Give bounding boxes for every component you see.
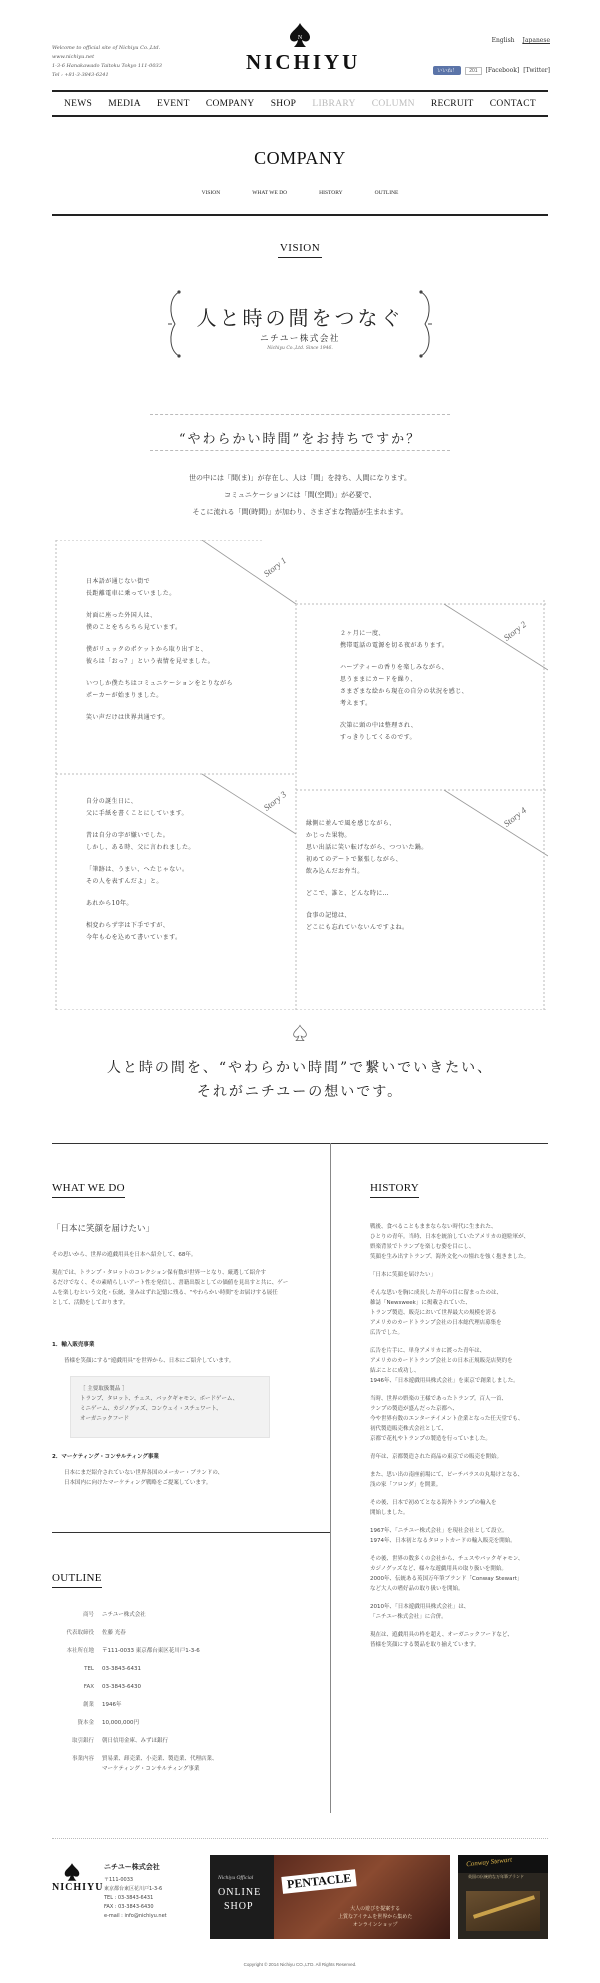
- svg-text:N: N: [297, 35, 303, 41]
- spacer: [370, 1444, 529, 1452]
- text-line: トランプ製造、販売において世界最大の規模を誇る: [370, 1310, 497, 1316]
- what-we-do-heading: WHAT WE DO: [52, 1182, 125, 1194]
- nav-shop[interactable]: SHOP: [270, 98, 297, 109]
- text-line: 彼らは「おっ？」という表情を見せました。: [86, 658, 215, 665]
- text-line: トランプ、タロット、チェス、バックギャモン、ボードゲーム、: [80, 1396, 239, 1402]
- text-line: 昔は自分の字が嫌いでした。: [86, 832, 170, 839]
- text-line: かじった果物。: [306, 832, 351, 839]
- text-line: 1946年、「日本遊戯用具株式会社」を東京で創業しました。: [370, 1378, 519, 1384]
- text-line: 父に手紙を書くことにしています。: [86, 810, 188, 817]
- spade-icon: [64, 1862, 80, 1882]
- pentacle-logo: PENTACLE: [281, 1869, 357, 1894]
- story-2-tag: Story 2: [501, 619, 529, 643]
- story-2: [340, 628, 468, 744]
- shop-label-2: SHOP: [224, 1901, 254, 1912]
- footer-address-line: FAX : 03-3843-6430: [104, 1904, 154, 1910]
- outline-row: [52, 1718, 312, 1728]
- spacer: [370, 1490, 529, 1498]
- spacer: [306, 900, 428, 910]
- spacer: [370, 1546, 529, 1554]
- text-line: その人を表すんだよ」と。: [86, 878, 163, 885]
- text-line: 食事の記憶は、: [306, 912, 351, 919]
- business-1-heading: 1．輸入販売事業: [52, 1342, 95, 1348]
- text-line: どこで、誰と、どんな時に…: [306, 890, 390, 897]
- spacer: [52, 1260, 288, 1268]
- online-shop-banner[interactable]: [210, 1855, 450, 1939]
- business-2-text: [64, 1468, 223, 1488]
- intro-line: コミュニケーションには「間(空間)」が必要で、: [224, 491, 376, 499]
- nav-company[interactable]: COMPANY: [205, 98, 255, 109]
- like-count: 201: [465, 67, 481, 75]
- dashed-divider: [150, 414, 450, 415]
- text-line: 日本語が通じない街で: [86, 578, 151, 585]
- text-line: 初代製造販売株式会社として、: [370, 1426, 447, 1432]
- text-line: 広告でした。: [370, 1330, 404, 1336]
- story-3-tag: Story 3: [261, 789, 289, 813]
- footer-email[interactable]: e-mail : info@nichiyu.net: [104, 1913, 167, 1919]
- text-line: ［ 主要取扱製品 ］: [80, 1386, 128, 1392]
- header-info-line: 1-3-6 Hanakawado Taitoku Tokyo 111-0033: [52, 63, 162, 69]
- story-1-tag: Story 1: [261, 555, 289, 579]
- text-line: 今や世界有数のエンターテイメント企業となった任天堂でも、: [370, 1416, 524, 1422]
- outline-value: 03-3843-6431: [102, 1666, 141, 1672]
- spacer: [370, 1386, 529, 1394]
- text-line: ハーブティーの香りを楽しみながら、: [340, 664, 449, 671]
- spacer: [86, 702, 233, 712]
- divider: [52, 1532, 330, 1533]
- text-line: 「ニチユー株式会社」に合併。: [370, 1614, 447, 1620]
- text-line: アメリカのカードトランプ会社の日本総代理店募集を: [370, 1320, 502, 1326]
- text-line: ポーカーが始まりました。: [86, 692, 163, 699]
- text-line: あれから10年。: [86, 900, 133, 907]
- outline-value: 03-3843-6430: [102, 1684, 141, 1690]
- footer-company-name: ニチユー株式会社: [104, 1863, 160, 1871]
- text-line: いつしか僕たちはコミュニケーションをとりながら: [86, 680, 233, 687]
- column-divider: [330, 1143, 331, 1813]
- text-line: 今年も心を込めて書いています。: [86, 934, 182, 941]
- outline-key: [52, 1764, 102, 1774]
- text-line: 笑い声だけは世界共通です。: [86, 714, 169, 721]
- text-line: 縁側に並んで風を感じながら、: [306, 820, 396, 827]
- spacer: [86, 668, 233, 678]
- conway-stewart-copy: 英国の伝統的な万年筆ブランド: [468, 1874, 524, 1879]
- outline-row: [52, 1628, 312, 1638]
- text-line: 雑誌「Newsweek」に掲載されていた、: [370, 1300, 471, 1306]
- shop-small-label: Nichiyu Official: [218, 1875, 254, 1881]
- text-line: 僕のことをちらちら見ています。: [86, 624, 182, 631]
- text-line: ムを楽しむという文化・伝統、並みはずれ記憶に残る、“やわらかい時間”をお届けする展任: [52, 1290, 278, 1296]
- text-line: カジノグッズなど、様々な遊戯用具の取り扱いを開始。: [370, 1566, 507, 1572]
- outline-table: [52, 1610, 312, 1782]
- text-line: ひとりの青年。当時、日本を統治していたアメリカの進駐軍が、: [370, 1234, 530, 1240]
- text-line: 日本にまだ紹介されていない世界各国のメーカー・ブランドの、: [64, 1470, 224, 1476]
- business-1-text: 皆様を笑顔にする“遊戯用具”を世界から、日本にご紹介しています。: [64, 1358, 235, 1364]
- text-line: 日本国内に向けたマーケティング戦略をご提案しています。: [64, 1480, 212, 1486]
- intro-line: そこに流れる「間(時間)」が加わり、さまざまな物語が生まれます。: [192, 508, 408, 516]
- vision-company-en: Nichiyu Co.,Ltd. Since 1946.: [267, 346, 333, 351]
- nav-event[interactable]: EVENT: [157, 98, 190, 109]
- text-line: その後、日本で初めてとなる海外トランプの輸入を: [370, 1500, 497, 1506]
- spacer: [340, 710, 468, 720]
- subnav-outline[interactable]: OUTLINE: [374, 190, 399, 196]
- text-line: その思いから、世界の遊戯用具を日本へ紹介して、68年。: [52, 1252, 197, 1258]
- facebook-like-button[interactable]: いいね！: [433, 66, 461, 75]
- divider: [52, 1143, 548, 1144]
- outline-value: 佐藤 光春: [102, 1630, 126, 1636]
- divider: [52, 214, 548, 216]
- text-line: 現在は、遊戯用具の枠を超え、オーガニックフードなど、: [370, 1632, 513, 1638]
- text-line: 自分の誕生日に、: [86, 798, 138, 805]
- outline-key: 事業内容: [71, 1756, 94, 1762]
- text-line: 1974年、日本初となるタロットカードの輸入販売を開始。: [370, 1538, 516, 1544]
- text-line: しかし、ある時、父に言われました。: [86, 844, 195, 851]
- story-3: [86, 796, 195, 944]
- spacer: [370, 1462, 529, 1470]
- spacer: [370, 1622, 529, 1630]
- spacer: [86, 600, 233, 610]
- outline-row: [52, 1682, 312, 1692]
- subnav-vision[interactable]: VISION: [201, 190, 221, 196]
- text-line: 笑顔を生み出すトランプ、海外文化への憧れを強く抱きました。: [370, 1254, 530, 1260]
- text-line: 娯楽背景でトランプを楽しむ姿を目にし、: [370, 1244, 475, 1250]
- nav-news[interactable]: NEWS: [64, 98, 93, 109]
- text-line: 1967年、「ニチユー株式会社」を現社会社として設立。: [370, 1528, 508, 1534]
- what-we-do-text: [52, 1250, 288, 1308]
- outline-row: [52, 1664, 312, 1674]
- outline-key: 創業: [82, 1702, 94, 1708]
- outline-row: [52, 1754, 312, 1764]
- closing-line: 人と時の間を、“やわらかい時間”で繋いでいきたい、: [106, 1060, 494, 1076]
- text-line: また、思い出の南座前場にて、ピーチパラスの丸場けとなる、: [370, 1472, 524, 1478]
- nav-column[interactable]: COLUMN: [371, 98, 415, 109]
- outline-value: 1946年: [102, 1702, 122, 1708]
- subnav-history[interactable]: HISTORY: [319, 190, 343, 196]
- outline-value: 10,000,000円: [102, 1720, 139, 1726]
- text-line: 「筆跡は、うまい、へたじゃない。: [86, 866, 189, 873]
- spacer: [340, 652, 468, 662]
- dashed-divider: [150, 450, 450, 451]
- text-line: 京都で花札やトランプの製造を行っていました。: [370, 1436, 491, 1442]
- text-line: 思うままにカードを繰り、: [340, 676, 417, 683]
- text-line: 2010年、「日本遊戯用具株式会社」は、: [370, 1604, 470, 1610]
- text-line: 対面に座った外国人は、: [86, 612, 157, 619]
- text-line: 当時、世界の娯楽の王様であったトランプ。百人一首、: [370, 1396, 508, 1402]
- text-line: ２ヶ月に一度、: [340, 630, 385, 637]
- spacer: [86, 910, 195, 920]
- sub-nav: [0, 190, 600, 196]
- spacer: [86, 888, 195, 898]
- subnav-what-we-do[interactable]: WHAT WE DO: [252, 190, 288, 196]
- story-4: [306, 818, 428, 934]
- text-line: 初めてのデートで緊張しながら、: [306, 856, 403, 863]
- text-line: るだけでなく、その素晴らしいアート性を発信し、書籍出版としての価値を見出すと共に、ゲー: [52, 1280, 289, 1286]
- text-line: オーガニックフード: [80, 1416, 130, 1422]
- nav-contact[interactable]: CONTACT: [489, 98, 536, 109]
- text-line: ミニゲーム、カジノグッズ、コンウェイ・スチュワート、: [80, 1406, 222, 1412]
- history-heading: HISTORY: [370, 1182, 419, 1194]
- outline-value: マーケティング・コンサルティング事業: [102, 1766, 200, 1772]
- what-we-do-quote: 「日本に笑顔を届けたい」: [52, 1224, 155, 1234]
- text-line: ランプの製造が盛んだった京都へ、: [370, 1406, 459, 1412]
- spacer: [370, 1594, 529, 1602]
- vision-intro: [0, 470, 600, 521]
- footer-address: [104, 1876, 167, 1921]
- text-line: 僕がリュックのポケットから取り出すと、: [86, 646, 208, 653]
- text-line: 思い出話に笑い転げながら、つついた鍋。: [306, 844, 428, 851]
- text-line: 戦後、食べることもままならない時代に生まれた、: [370, 1224, 497, 1230]
- footer-address-line: TEL : 03-3843-6431: [104, 1895, 154, 1901]
- intro-line: 世の中には「間(ま)」が存在し、人は「間」を持ち、人間になります。: [189, 474, 411, 482]
- twitter-link[interactable]: [Twitter]: [523, 67, 550, 74]
- text-line: 携帯電話の電源を切る夜があります。: [340, 642, 449, 649]
- copyright: Copyright © 2014 Nichiyu CO.,LTD. All Rights Reserved.: [243, 1962, 357, 1967]
- text-line: 現在では、トランプ・タロットのコレクション保有数が世界一となり、厳選して紹介す: [52, 1270, 267, 1276]
- outline-row: [52, 1646, 312, 1656]
- closing-line: それがニチユーの想いです。: [196, 1084, 404, 1100]
- vision-question: “やわらかい時間”をお持ちですか？: [178, 432, 422, 447]
- nav-recruit[interactable]: RECRUIT: [430, 98, 474, 109]
- header-info-line: Tel : +81-3-3843-6241: [52, 72, 109, 78]
- spacer: [370, 1338, 529, 1346]
- header-info: [52, 44, 192, 80]
- shop-copy: 大人の遊びを提案する 上質なアイテムを世界から集めた オンラインショップ: [338, 1906, 413, 1928]
- spacer: [86, 854, 195, 864]
- footer-address-line: 〒111-0033: [104, 1877, 134, 1883]
- outline-key: TEL: [84, 1666, 94, 1672]
- text-line: 広告を片手に、単身アメリカに渡った青年は、: [370, 1348, 486, 1354]
- lang-japanese-link[interactable]: Japanese: [522, 37, 550, 44]
- divider: [52, 1838, 548, 1839]
- outline-key: 取引銀行: [71, 1738, 94, 1744]
- text-line: 2000年、伝統ある英国万年筆ブランド「Conway Stewart」: [370, 1576, 523, 1582]
- vision-heading: VISION: [0, 242, 600, 258]
- text-line: 開始しました。: [370, 1510, 409, 1516]
- spade-icon: [289, 22, 311, 48]
- lang-english-link[interactable]: English: [491, 37, 515, 44]
- nav-media[interactable]: MEDIA: [108, 98, 141, 109]
- text-line: 「日本に笑顔を届けたい」: [370, 1272, 437, 1278]
- vision-closing: [0, 1056, 600, 1104]
- text-line: 次第に頭の中は整理され、: [340, 722, 418, 729]
- spacer: [370, 1518, 529, 1526]
- outline-row: [52, 1700, 312, 1710]
- text-line: 相変わらず字は下手ですが、: [86, 922, 170, 929]
- text-line: 浅の家「フロンダ」を開業。: [370, 1482, 442, 1488]
- outline-row: [52, 1764, 312, 1774]
- vision-company-name: ニチユー株式会社: [260, 334, 340, 344]
- outline-key: FAX: [83, 1684, 94, 1690]
- spacer: [306, 878, 428, 888]
- text-line: 青年は、京都製造された商品の東京での販売を開始。: [370, 1454, 503, 1460]
- text-line: すっきりしてくるのです。: [340, 734, 416, 741]
- outline-key: 代表取締役: [66, 1630, 94, 1636]
- text-line: 飲み込んだお弁当。: [306, 868, 364, 875]
- spacer: [86, 820, 195, 830]
- spacer: [370, 1280, 529, 1288]
- nav-library[interactable]: LIBRARY: [312, 98, 356, 109]
- spade-icon: [293, 1024, 307, 1042]
- text-line: など大人の嗜好品の取り扱いを開始。: [370, 1586, 464, 1592]
- outline-key: 本社所在地: [66, 1648, 94, 1654]
- text-line: そんな思いを胸に成長した青年の目に留まったのは、: [370, 1290, 503, 1296]
- site-logo[interactable]: [246, 22, 361, 75]
- outline-value: 朝日信用金庫、みずほ銀行: [102, 1738, 169, 1744]
- text-line: さまざまな絵から現在の自分の状況を感じ、: [340, 688, 469, 695]
- business-2-heading: 2．マーケティング・コンサルティング事業: [52, 1454, 159, 1460]
- facebook-link[interactable]: [Facebook]: [485, 67, 520, 74]
- outline-key: 資本金: [77, 1720, 94, 1726]
- vision-catchphrase: 人と時の間をつなぐ: [196, 306, 404, 330]
- global-nav: [52, 90, 548, 117]
- text-line: どこにも忘れていないんですよね。: [306, 924, 409, 931]
- conway-stewart-banner[interactable]: [458, 1855, 548, 1939]
- spacer: [370, 1262, 529, 1270]
- language-switch: [492, 37, 550, 44]
- text-line: 結ぶことに成功し、: [370, 1368, 420, 1374]
- conway-stewart-logo: Conway Stewart: [465, 1855, 513, 1869]
- text-line: 考えます。: [340, 700, 372, 707]
- spacer: [86, 634, 233, 644]
- text-line: アメリカのカードトランプ会社との日本正規販売店契約を: [370, 1358, 513, 1364]
- text-line: として、活動をしております。: [52, 1300, 129, 1306]
- header-info-line: Welcome to official site of Nichiyu Co.,Ltd.: [52, 45, 161, 51]
- page-title: COMPANY: [254, 148, 346, 168]
- footer-logo[interactable]: [52, 1862, 104, 1893]
- story-1: [86, 576, 233, 724]
- outline-value: ニチユー株式会社: [102, 1612, 146, 1618]
- footer-logo-text: NICHIYU: [52, 1882, 104, 1893]
- outline-value: 貿易業、卸売業、小売業、製造業、代理店業、: [102, 1756, 218, 1762]
- outline-heading: OUTLINE: [52, 1572, 102, 1584]
- story-4-tag: Story 4: [501, 805, 529, 829]
- social-links: [433, 66, 550, 75]
- product-list: [80, 1384, 238, 1424]
- text-line: その後、世界の数多くの会社から、チェスやバックギャモン、: [370, 1556, 524, 1562]
- text-line: 長距離電車に乗っていました。: [86, 590, 176, 597]
- history-text: [370, 1222, 529, 1650]
- outline-key: 商号: [82, 1612, 94, 1618]
- footer-address-line: 東京都台東区花川戸1-3-6: [104, 1886, 163, 1892]
- outline-row: [52, 1610, 312, 1620]
- header-info-line: www.nichiyu.net: [52, 54, 95, 60]
- outline-row: [52, 1736, 312, 1746]
- outline-value: 〒111-0033 東京都台東区花川戸1-3-6: [102, 1648, 200, 1654]
- shop-label-1: ONLINE: [218, 1887, 262, 1898]
- text-line: 皆様を笑顔にする製品を取り揃えています。: [370, 1642, 480, 1648]
- logo-text: NICHIYU: [246, 50, 361, 74]
